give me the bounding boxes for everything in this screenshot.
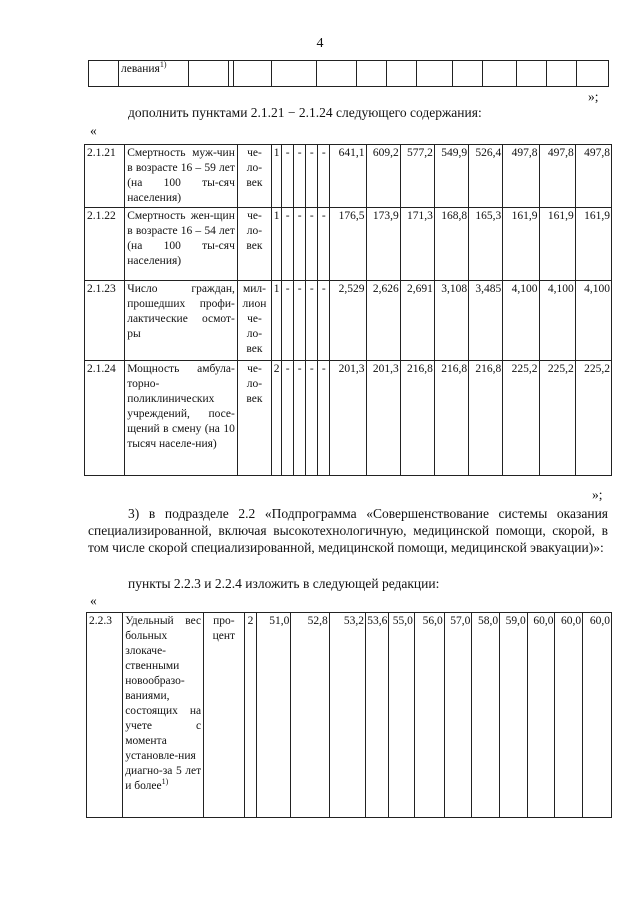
- value: 201,3: [330, 361, 366, 476]
- value: 225,2: [539, 361, 575, 476]
- dash-cell: -: [318, 281, 330, 361]
- dash-cell: -: [318, 145, 330, 208]
- code: 2: [272, 361, 282, 476]
- dash-cell: -: [282, 208, 294, 281]
- value: 59,0: [500, 613, 528, 818]
- value: 53,6: [365, 613, 388, 818]
- table-row: [85, 145, 612, 208]
- value: 3,108: [434, 281, 468, 361]
- dash-cell: -: [282, 145, 294, 208]
- indicator-name: Смертность муж-чин в возрасте 16 – 59 лет (на 100 ты-сяч населения): [125, 145, 238, 208]
- value: 176,5: [330, 208, 366, 281]
- value: 497,8: [539, 145, 575, 208]
- cell: [89, 61, 119, 87]
- unit: че-ло-век: [237, 361, 271, 476]
- page-number: 4: [316, 36, 324, 51]
- value: 2,529: [330, 281, 366, 361]
- closing-quote-1: »;: [588, 89, 599, 104]
- dash-cell: -: [294, 281, 306, 361]
- value: 577,2: [400, 145, 434, 208]
- dash-cell: -: [282, 281, 294, 361]
- closing-quote-2: »;: [592, 487, 603, 502]
- value: 2,626: [366, 281, 400, 361]
- value: 55,0: [389, 613, 415, 818]
- dash-cell: -: [294, 208, 306, 281]
- value: 225,2: [503, 361, 539, 476]
- value: 526,4: [469, 145, 503, 208]
- value: 2,691: [400, 281, 434, 361]
- code: 1: [272, 145, 282, 208]
- cell-text: левания$^{1)}$: [119, 61, 189, 87]
- dash-cell: -: [306, 208, 318, 281]
- indicators-table-1: [84, 144, 612, 476]
- value: 641,1: [330, 145, 366, 208]
- row-number: 2.2.3: [87, 613, 123, 818]
- value: 4,100: [575, 281, 611, 361]
- top-fragment-table: [88, 60, 609, 87]
- value: 57,0: [444, 613, 472, 818]
- value: 53,2: [329, 613, 365, 818]
- value: 58,0: [472, 613, 500, 818]
- value: 173,9: [366, 208, 400, 281]
- value: 4,100: [539, 281, 575, 361]
- indicators-table-2: [86, 612, 612, 818]
- value: 216,8: [469, 361, 503, 476]
- table-row: [85, 361, 612, 476]
- value: 60,0: [583, 613, 612, 818]
- dash-cell: -: [282, 361, 294, 476]
- intro-text-1: дополнить пунктами 2.1.21 − 2.1.24 следующего содержания:: [128, 105, 482, 120]
- value: 161,9: [575, 208, 611, 281]
- value: 225,2: [575, 361, 611, 476]
- value: 168,8: [434, 208, 468, 281]
- opening-quote-1: «: [90, 123, 97, 138]
- row-number: 2.1.22: [85, 208, 125, 281]
- value: 497,8: [503, 145, 539, 208]
- value: 161,9: [503, 208, 539, 281]
- dash-cell: -: [294, 361, 306, 476]
- unit: че-ло-век: [237, 145, 271, 208]
- dash-cell: -: [306, 145, 318, 208]
- value: 201,3: [366, 361, 400, 476]
- value: 165,3: [469, 208, 503, 281]
- paragraph-3: 3) в подразделе 2.2 «Подпрограмма «Совершенствование системы оказания специализированной, включая высокотехнологичную, медицинской помощи, скорой, в том числе скорой специализированной, медицинской помощи, медицинской эвакуации)»:: [88, 506, 609, 555]
- value: 161,9: [539, 208, 575, 281]
- indicator-name: Смертность жен-щин в возрасте 16 – 54 лет (на 100 ты-сяч населения): [125, 208, 238, 281]
- table-row: [85, 208, 612, 281]
- row-number: 2.1.21: [85, 145, 125, 208]
- value: 216,8: [434, 361, 468, 476]
- dash-cell: -: [318, 208, 330, 281]
- value: 497,8: [575, 145, 611, 208]
- value: 549,9: [434, 145, 468, 208]
- value: 51,0: [257, 613, 291, 818]
- value: 4,100: [503, 281, 539, 361]
- table-row: [85, 281, 612, 361]
- unit: про-цент: [204, 613, 244, 818]
- value: 60,0: [555, 613, 583, 818]
- unit: че-ло-век: [237, 208, 271, 281]
- intro-text-2: пункты 2.2.3 и 2.2.4 изложить в следующей редакции:: [128, 576, 440, 591]
- row-number: 2.1.24: [85, 361, 125, 476]
- dash-cell: -: [306, 361, 318, 476]
- opening-quote-2: «: [90, 593, 97, 608]
- indicator-name: Мощность амбула-торно-поликлинических учреждений, посе-щений в смену (на 10 тысяч населе-ния): [125, 361, 238, 476]
- indicator-name: Удельный вес больных злокаче-ственными новообразо-ваниями, состоящих на учете с момента установле-ния диагно-за 5 лет и более$^{1)}$: [123, 613, 204, 818]
- value: 3,485: [469, 281, 503, 361]
- value: 216,8: [400, 361, 434, 476]
- code: 2: [244, 613, 257, 818]
- code: 1: [272, 281, 282, 361]
- dash-cell: -: [318, 361, 330, 476]
- value: 171,3: [400, 208, 434, 281]
- value: 609,2: [366, 145, 400, 208]
- value: 60,0: [527, 613, 555, 818]
- code: 1: [272, 208, 282, 281]
- dash-cell: -: [294, 145, 306, 208]
- unit: мил-лион че-ло-век: [237, 281, 271, 361]
- dash-cell: -: [306, 281, 318, 361]
- indicator-name: Число граждан, прошедших профи-лактические осмот-ры: [125, 281, 238, 361]
- value: 52,8: [291, 613, 329, 818]
- value: 56,0: [414, 613, 444, 818]
- row-number: 2.1.23: [85, 281, 125, 361]
